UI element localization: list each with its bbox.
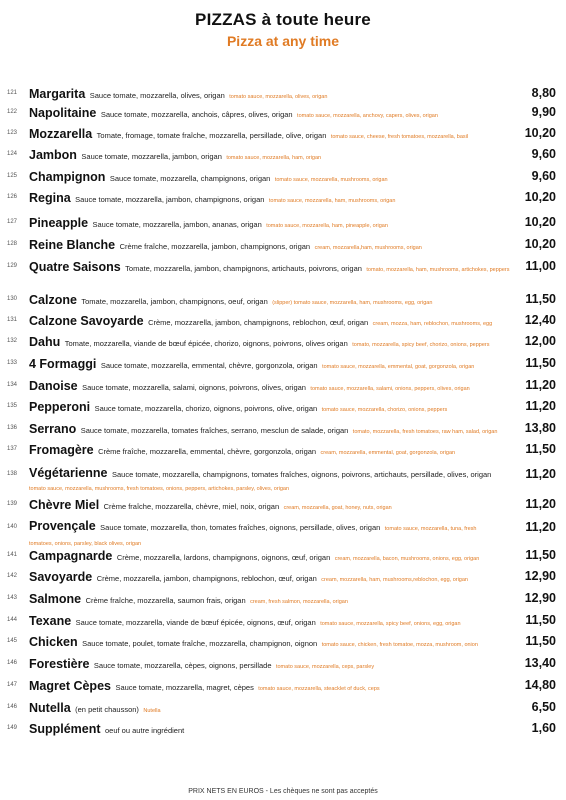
item-description [29, 591, 495, 610]
item-number: 140 [7, 524, 18, 530]
item-number: 142 [7, 573, 18, 579]
item-ingredients-en: tomato sauce, mozzarella, anchovy, capers, olives, origan [297, 113, 438, 119]
footer-note: PRIX NETS EN EUROS - Les chèques ne sont pas acceptés [188, 788, 378, 795]
item-number: 130 [7, 296, 18, 302]
item-price: 12,40 [524, 313, 556, 327]
item-price: 10,20 [524, 190, 556, 204]
item-description [29, 356, 495, 375]
item-number: 126 [7, 194, 18, 200]
item-ingredients-fr: Tomate, mozzarella, viande de bœuf épicée, chorizo, oignons, poivrons, olives origan [64, 339, 348, 348]
item-ingredients-fr: Sauce tomate, mozzarella, jambon, ananas, origan [92, 220, 262, 229]
item-ingredients-fr: Sauce tomate, mozzarella, anchois, câpres, olives, origan [100, 110, 293, 119]
item-description [29, 700, 495, 719]
item-description [29, 313, 495, 332]
item-number: 123 [7, 130, 18, 136]
item-name: Forestière [29, 657, 90, 671]
item-price: 9,60 [531, 169, 556, 183]
item-name: Danoise [29, 379, 78, 393]
item-ingredients-fr: Tomate, mozzarella, jambon, champignons, artichauts, poivrons, origan [125, 264, 362, 273]
item-number: 131 [7, 317, 18, 323]
item-price: 1,60 [531, 721, 556, 735]
item-ingredients-fr: Sauce tomate, mozzarella, champignons, origan [109, 174, 271, 183]
item-ingredients-fr: (en petit chausson) [75, 705, 139, 714]
item-description [29, 126, 495, 145]
item-name: Jambon [29, 148, 77, 162]
item-ingredients-fr: Sauce tomate, mozzarella, cèpes, oignons, persillade [93, 661, 272, 670]
item-ingredients-en: tomato sauce, mozzarella, tuna, fresh tomatoes, onions, parsley, black olives, origan [29, 526, 477, 547]
item-ingredients-en: cream, mozzarella, bacon, mushrooms, onions, egg, origan [334, 556, 480, 562]
item-number: 146 [7, 660, 18, 666]
item-name: Napolitaine [29, 106, 97, 120]
item-description [29, 292, 495, 311]
item-ingredients-en: tomato sauce, mozzarella, emmental, goat, gorgonzola, origan [322, 364, 475, 370]
item-description [29, 334, 495, 353]
item-number: 147 [7, 682, 18, 688]
item-name: Mozzarella [29, 127, 93, 141]
item-price: 14,80 [524, 678, 556, 692]
item-description [29, 378, 495, 397]
item-ingredients-en: cream, mozza, ham, reblochon, mushrooms, egg [372, 321, 493, 327]
item-ingredients-en: cream, mozzarella, ham, mushrooms,reblochon, egg, origan [321, 577, 468, 583]
item-ingredients-fr: Crème fraîche, mozzarella, saumon frais, origan [85, 596, 246, 605]
item-price: 13,80 [524, 421, 556, 435]
item-name: Nutella [29, 701, 71, 715]
item-name: Quatre Saisons [29, 260, 121, 274]
item-ingredients-fr: Sauce tomate, mozzarella, champignons, tomates fraîches, oignons, poivrons, artichauts, persillade, olives, origan [111, 470, 492, 479]
item-description [29, 548, 495, 567]
item-name: Pineapple [29, 216, 89, 230]
item-ingredients-fr: Sauce tomate, mozzarella, salami, oignons, poivrons, olives, origan [82, 383, 306, 392]
item-price: 12,90 [524, 569, 556, 583]
item-ingredients-fr: Tomate, fromage, tomate fraîche, mozzarella, persillade, olive, origan [96, 131, 327, 140]
item-ingredients-fr: Sauce tomate, mozzarella, viande de bœuf épicée, oignons, œuf, origan [75, 618, 316, 627]
item-ingredients-en: cream, mozzarella, emmental, goat, gorgonzola, origan [320, 450, 456, 456]
item-ingredients-en: cream, mozzarella, goat, honey, nuts, origan [283, 505, 392, 511]
item-description [29, 169, 495, 188]
item-number: 125 [7, 173, 18, 179]
item-name: Margarita [29, 87, 86, 101]
item-number: 128 [7, 241, 18, 247]
item-ingredients-fr: Crème fraîche, mozzarella, jambon, champignons, origan [119, 242, 311, 251]
item-ingredients-en: tomato, mozzarella, spicy beef, chorizo, onions, peppers [352, 342, 490, 348]
item-price: 13,40 [524, 656, 556, 670]
item-number: 134 [7, 382, 18, 388]
item-number: 132 [7, 338, 18, 344]
item-ingredients-fr: Sauce tomate, mozzarella, olives, origan [89, 91, 225, 100]
item-name: Campagnarde [29, 549, 113, 563]
item-price: 11,00 [525, 259, 556, 273]
item-name: Savoyarde [29, 570, 93, 584]
item-description [29, 442, 495, 461]
item-ingredients-fr: Crème, mozzarella, jambon, champignons, reblochon, œuf, origan [96, 574, 317, 583]
item-ingredients-en: tomato sauce, mozzarella, mushrooms, origan [274, 177, 388, 183]
item-ingredients-fr: Sauce tomate, poulet, tomate fraîche, mozzarella, champignon, oignon [82, 639, 318, 648]
item-name: Texane [29, 614, 72, 628]
item-ingredients-en: tomato sauce, mozzarella, ham, pineapple, origan [266, 223, 388, 229]
item-description [29, 634, 495, 653]
item-price: 11,50 [525, 292, 556, 306]
item-name: Chèvre Miel [29, 498, 100, 512]
item-price: 11,20 [525, 378, 556, 392]
item-ingredients-en: tomato, mozzarella, ham, mushrooms, artichokes, peppers [366, 267, 510, 273]
item-ingredients-fr: oeuf ou autre ingrédient [105, 726, 185, 735]
item-price: 11,20 [525, 467, 556, 481]
item-ingredients-en: Nutella [143, 708, 161, 714]
item-price: 12,90 [524, 591, 556, 605]
item-description [29, 656, 495, 675]
item-number: 135 [7, 403, 18, 409]
item-ingredients-en: cream, fresh salmon, mozzarella, origan [250, 599, 348, 605]
item-ingredients-en: (slipper) tomato sauce, mozzarella, ham, mushrooms, egg, origan [272, 300, 433, 306]
item-description [29, 105, 495, 124]
item-name: Magret Cèpes [29, 679, 111, 693]
item-description [29, 520, 499, 550]
item-ingredients-en: tomato sauce, chicken, fresh tomatoe, mozza, mushroom, onion [321, 642, 478, 648]
page-subtitle: Pizza at any time [226, 33, 340, 49]
item-ingredients-en: tomato sauce, mozzarella, spicy beef, onions, egg, origan [320, 621, 461, 627]
item-ingredients-en: tomato sauce, mozzarella, salami, onions, peppers, olives, origan [310, 386, 470, 392]
item-ingredients-fr: Sauce tomate, mozzarella, emmental, chèvre, gorgonzola, origan [100, 361, 318, 370]
item-number: 127 [7, 219, 18, 225]
item-name: Fromagère [29, 443, 94, 457]
item-description [29, 613, 495, 632]
item-description [29, 569, 495, 588]
item-description [29, 467, 499, 495]
page-title: PIZZAS à toute heure [195, 10, 371, 29]
item-price: 11,50 [525, 613, 556, 627]
item-name: Serrano [29, 422, 77, 436]
item-description [29, 147, 495, 166]
item-price: 12,00 [524, 334, 556, 348]
item-name: Regina [29, 191, 71, 205]
item-ingredients-en: tomato sauce, mozzarella, mushrooms, fresh tomatoes, onions, peppers, artichokes, parsley, olives, origan [29, 486, 290, 492]
item-name: Pepperoni [29, 400, 91, 414]
item-number: 136 [7, 425, 18, 431]
item-number: 122 [7, 109, 18, 115]
item-description [29, 497, 495, 516]
item-name: Reine Blanche [29, 238, 116, 252]
item-price: 9,60 [531, 147, 556, 161]
item-name: Calzone Savoyarde [29, 314, 144, 328]
item-description [29, 86, 495, 105]
item-number: 137 [7, 446, 18, 452]
item-ingredients-fr: Crème, mozzarella, jambon, champignons, reblochon, œuf, origan [148, 318, 369, 327]
item-price: 10,20 [524, 237, 556, 251]
item-name: Calzone [29, 293, 77, 307]
item-name: 4 Formaggi [29, 357, 97, 371]
item-name: Supplément [29, 722, 101, 736]
item-description [29, 259, 510, 278]
item-ingredients-fr: Sauce tomate, mozzarella, magret, cèpes [115, 683, 254, 692]
item-description [29, 421, 498, 440]
item-ingredients-en: tomato sauce, mozzarella, steacklet of duck, ceps [258, 686, 380, 692]
item-ingredients-en: tomato, mozzarella, fresh tomatoes, raw ham, salad, origan [352, 429, 498, 435]
item-number: 145 [7, 638, 18, 644]
item-ingredients-en: tomato sauce, mozzarella, chorizo, onions, peppers [321, 407, 448, 413]
item-description [29, 190, 495, 209]
item-ingredients-en: tomato sauce, mozzarella, ceps, parsley [275, 664, 375, 670]
item-ingredients-fr: Sauce tomate, mozzarella, thon, tomates fraîches, oignons, persillade, olives, origan [100, 523, 381, 532]
item-name: Chicken [29, 635, 78, 649]
item-price: 8,80 [531, 86, 556, 100]
item-ingredients-fr: Sauce tomate, mozzarella, chorizo, oignons, poivrons, olive, origan [94, 404, 318, 413]
item-ingredients-fr: Sauce tomate, mozzarella, jambon, champignons, origan [75, 195, 265, 204]
item-ingredients-fr: Sauce tomate, mozzarella, tomates fraîches, serrano, mesclun de salade, origan [80, 426, 349, 435]
item-number: 129 [7, 263, 18, 269]
item-number: 138 [7, 471, 18, 477]
item-name: Champignon [29, 170, 106, 184]
item-price: 10,20 [524, 126, 556, 140]
item-number: 124 [7, 151, 18, 157]
item-number: 133 [7, 360, 18, 366]
item-price: 11,50 [525, 356, 556, 370]
item-name: Salmone [29, 592, 82, 606]
item-price: 11,50 [525, 442, 556, 456]
item-description [29, 721, 495, 740]
item-price: 6,50 [531, 700, 556, 714]
item-number: 146 [7, 704, 18, 710]
item-ingredients-en: tomato sauce, cheese, fresh tomatoes, mozzarella, basil [330, 134, 469, 140]
item-number: 149 [7, 725, 18, 731]
item-number: 141 [7, 552, 18, 558]
item-name: Végétarienne [29, 466, 108, 480]
item-price: 11,20 [525, 497, 556, 511]
item-name: Dahu [29, 335, 61, 349]
item-name: Provençale [29, 519, 96, 533]
item-ingredients-en: tomato sauce, mozzarella, olives, origan [229, 94, 328, 100]
item-price: 9,90 [531, 105, 556, 119]
item-number: 143 [7, 595, 18, 601]
item-price: 10,20 [524, 215, 556, 229]
item-description [29, 237, 495, 256]
item-price: 11,20 [525, 520, 556, 534]
item-number: 121 [7, 90, 18, 96]
item-number: 144 [7, 617, 18, 623]
item-ingredients-fr: Crème fraîche, mozzarella, emmental, chèvre, gorgonzola, origan [98, 447, 317, 456]
item-ingredients-en: cream, mozzarella,ham, mushrooms, origan [314, 245, 422, 251]
item-ingredients-en: tomato sauce, mozzarella, ham, origan [226, 155, 322, 161]
item-ingredients-fr: Tomate, mozzarella, jambon, champignons, oeuf, origan [81, 297, 268, 306]
item-price: 11,50 [525, 634, 556, 648]
item-description [29, 215, 495, 234]
item-ingredients-fr: Crème, mozzarella, lardons, champignons, oignons, œuf, origan [116, 553, 331, 562]
item-ingredients-fr: Crème fraîche, mozzarella, chèvre, miel, noix, origan [103, 502, 280, 511]
item-price: 11,20 [525, 399, 556, 413]
item-ingredients-fr: Sauce tomate, mozzarella, jambon, origan [81, 152, 222, 161]
item-number: 139 [7, 501, 18, 507]
item-ingredients-en: tomato sauce, mozzarella, ham, mushrooms, origan [268, 198, 396, 204]
item-description [29, 678, 495, 697]
item-description [29, 399, 495, 418]
item-price: 11,50 [525, 548, 556, 562]
